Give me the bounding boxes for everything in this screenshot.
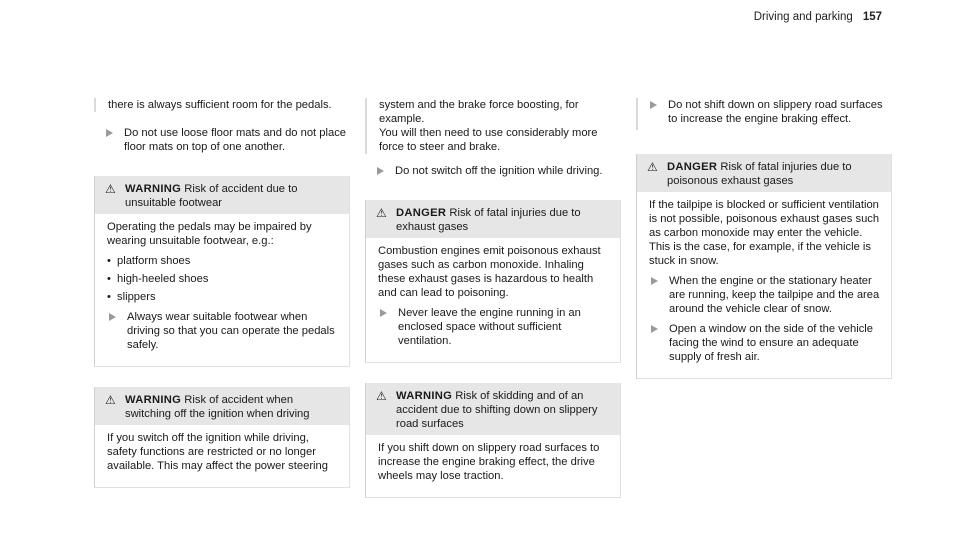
instruction-item: When the engine or the stationary heater are running, keep the tailpipe and the area around the vehicle clear of snow.: [649, 274, 883, 316]
danger-label: DANGER: [667, 161, 718, 173]
danger-box-exhaust: [365, 200, 621, 363]
section-title: Driving and parking: [753, 11, 853, 23]
instruction-item: Open a window on the side of the vehicle facing the wind to ensure an adequate supply of fresh air.: [649, 322, 883, 364]
warning-title: Risk of accident when switching off the ignition when driving: [125, 394, 310, 420]
arrow-icon: [106, 129, 113, 137]
warning-title: Risk of accident due to unsuitable footwear: [125, 183, 298, 209]
instruction-item: Always wear suitable footwear when driving so that you can operate the pedals safely.: [107, 310, 341, 352]
warning-box-footwear: [94, 176, 350, 367]
danger-body: If the tailpipe is blocked or sufficient ventilation is not possible, poisonous exhaust gases such as carbon monoxide may enter the vehicle. This is the case, for example, if the vehicle is stuck in snow. When the engine or the stationary heater are running, keep the tailpipe and the area around the vehicle clear of snow. Open a window on the side of the vehicle facing the wind to ensure an adequate supply of fresh air.: [637, 192, 891, 378]
continued-text: there is always sufficient room for the pedals.: [94, 98, 350, 112]
arrow-icon: [380, 309, 387, 317]
continued-text: system and the brake force boosting, for example. You will then need to use considerably more force to steer and brake.: [365, 98, 621, 154]
warning-title: Risk of skidding and of an accident due to shifting down on slippery road surfaces: [396, 390, 598, 430]
arrow-icon: [651, 325, 658, 333]
list-item: • slippers: [107, 290, 341, 304]
arrow-icon: [109, 313, 116, 321]
running-header: [754, 10, 882, 24]
warning-header: [95, 176, 349, 214]
warning-triangle-icon: ⚠: [376, 206, 387, 220]
danger-label: DANGER: [396, 207, 447, 219]
footwear-list: [107, 254, 341, 304]
arrow-icon: [651, 277, 658, 285]
warning-label: WARNING: [125, 183, 182, 195]
arrow-icon: [650, 101, 657, 109]
warning-body: If you shift down on slippery road surfaces to increase the engine braking effect, the drive wheels may lose traction.: [378, 442, 600, 482]
warning-triangle-icon: ⚠: [647, 160, 658, 174]
page-number: 157: [862, 11, 882, 23]
column-2: [365, 98, 621, 518]
column-3: [636, 98, 892, 399]
warning-body: Operating the pedals may be impaired by wearing unsuitable footwear, e.g.: • platform shoes • high-heeled shoes • slippers Always wear suitable footwear when driving so that you can operate the pedals safely.: [95, 214, 349, 366]
warning-box-skidding: [365, 383, 621, 498]
instruction-item: Never leave the engine running in an enclosed space without sufficient ventilation.: [378, 306, 612, 348]
warning-box-ignition: [94, 387, 350, 488]
instruction-item: Do not switch off the ignition while driving.: [365, 164, 621, 178]
warning-triangle-icon: ⚠: [105, 393, 116, 407]
list-item: • platform shoes: [107, 254, 341, 268]
danger-title: Risk of fatal injuries due to poisonous exhaust gases: [667, 161, 852, 187]
warning-header: [95, 387, 349, 425]
danger-header: [366, 200, 620, 238]
danger-header: [637, 154, 891, 192]
warning-label: WARNING: [125, 394, 182, 406]
danger-box-tailpipe: [636, 154, 892, 379]
warning-triangle-icon: ⚠: [376, 389, 387, 403]
arrow-icon: [377, 167, 384, 175]
instruction-item: Do not use loose floor mats and do not place floor mats on top of one another.: [94, 126, 350, 154]
instruction-item: Do not shift down on slippery road surfaces to increase the engine braking effect.: [636, 98, 892, 130]
danger-body: Combustion engines emit poisonous exhaust gases such as carbon monoxide. Inhaling these exhaust gases is hazardous to health and can lead to poisoning. Never leave the engine running in an enclosed space without sufficient ventilation.: [366, 238, 620, 362]
warning-body: If you switch off the ignition while driving, safety functions are restricted or no longer available. This may affect the power steering: [107, 432, 328, 472]
danger-title: Risk of fatal injuries due to exhaust gases: [396, 207, 581, 233]
warning-triangle-icon: ⚠: [105, 182, 116, 196]
column-1: [94, 98, 350, 508]
warning-header: [366, 383, 620, 435]
warning-label: WARNING: [396, 390, 453, 402]
list-item: • high-heeled shoes: [107, 272, 341, 286]
